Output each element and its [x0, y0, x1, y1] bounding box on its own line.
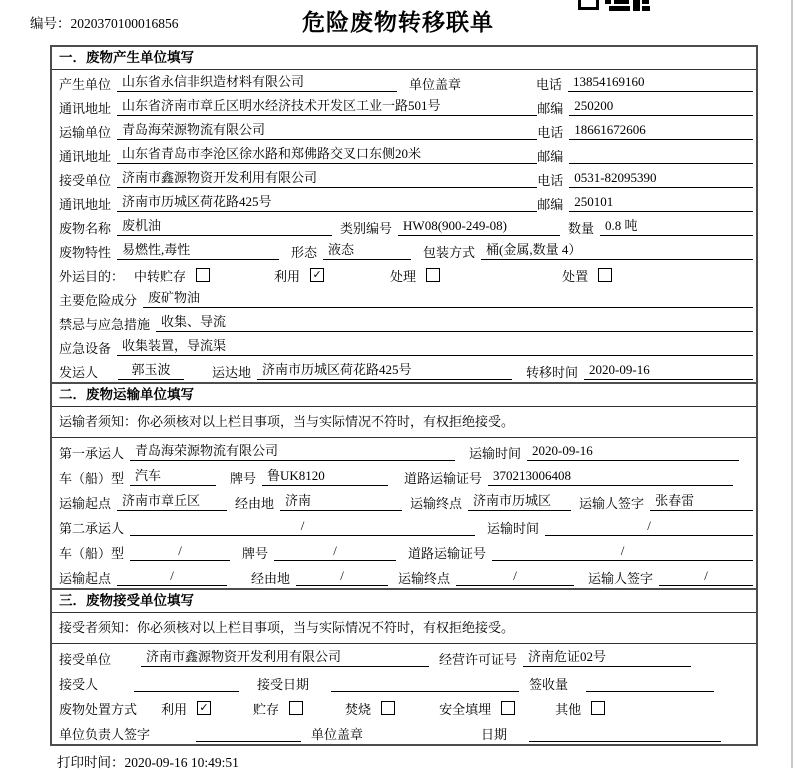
receiver-label: 接受单位 [59, 173, 112, 188]
qty-field[interactable]: 0.8 吨 [600, 216, 753, 236]
vehicle1-label: 车（船）型 [59, 471, 125, 486]
addr2-label: 通讯地址 [59, 149, 112, 164]
page-right-edge [791, 0, 793, 768]
transport-time2-label: 运输时间 [487, 521, 540, 536]
dest-field[interactable]: 济南市历城区荷花路425号 [257, 360, 512, 380]
responsible-sign-label: 单位负责人签字 [59, 727, 151, 742]
disposal-label: 废物处置方式 [59, 702, 138, 717]
plate2-field[interactable]: / [274, 541, 396, 561]
disposal-opt-label: 安全填埋 [439, 702, 492, 717]
row-producer [52, 70, 756, 94]
page-title: 危险废物转移联单 [302, 10, 494, 35]
print-time-value: 2020-09-16 10:49:51 [124, 755, 239, 770]
addr3-field[interactable]: 济南市历城区荷花路425号 [117, 192, 537, 212]
sign1-label: 运输人签字 [579, 496, 645, 511]
accept-person-label: 接受人 [59, 677, 99, 692]
zip2-label: 邮编 [537, 149, 564, 164]
date2-label: 日期 [481, 727, 508, 742]
row-responsible-sign [52, 719, 756, 744]
plate2-label: 牌号 [242, 546, 269, 561]
disposal-utilize-checkbox[interactable]: ✓ [197, 701, 211, 715]
packaging-field[interactable]: 桶(金属,数量 4） [481, 240, 753, 260]
print-time-label: 打印时间： [57, 755, 125, 770]
dest-label: 运达地 [212, 365, 252, 380]
purpose-label: 外运目的： [59, 269, 125, 284]
zip1-label: 邮编 [537, 101, 564, 116]
disposal-opt-label: 贮存 [253, 702, 280, 717]
start2-label: 运输起点 [59, 571, 112, 586]
hazard-field[interactable]: 废矿物油 [143, 288, 753, 308]
unit-seal2-label: 单位盖章 [311, 727, 364, 742]
addr2-field[interactable]: 山东省青岛市李沧区徐水路和郑佛路交叉口东侧20米 [117, 144, 537, 164]
waste-name-label: 废物名称 [59, 221, 112, 236]
via1-label: 经由地 [235, 496, 275, 511]
form-state-field[interactable]: 液态 [323, 240, 411, 260]
traits-field[interactable]: 易燃性,毒性 [117, 240, 279, 260]
transporter-label: 运输单位 [59, 125, 112, 140]
amount-label: 签收量 [529, 677, 569, 692]
via2-label: 经由地 [251, 571, 291, 586]
permit-label: 经营许可证号 [439, 652, 518, 667]
transfer-form [50, 45, 758, 746]
carrier1-field[interactable]: 青岛海荣源物流有限公司 [130, 441, 455, 461]
row-vehicle1 [52, 463, 756, 488]
phone2-label: 电话 [537, 125, 564, 140]
zip3-field[interactable]: 250101 [569, 192, 753, 212]
responsible-sign-field[interactable] [196, 723, 301, 742]
sign1-field[interactable]: 张春雷 [650, 491, 753, 511]
vehicle2-field[interactable]: / [130, 541, 230, 561]
carrier1-label: 第一承运人 [59, 446, 125, 461]
traits-label: 废物特性 [59, 245, 112, 260]
waste-name-field[interactable]: 废机油 [117, 216, 332, 236]
equip-field[interactable]: 收集装置，导流渠 [117, 336, 753, 356]
license1-label: 道路运输证号 [404, 471, 483, 486]
phone2-field[interactable]: 18661672606 [569, 120, 753, 140]
transfer-time-field[interactable]: 2020-09-16 [584, 360, 753, 380]
section2-notice: 运输者须知：你必须核对以上栏目事项，当与实际情况不符时，有权拒绝接受。 [52, 407, 756, 438]
category-field[interactable]: HW08(900-249-08) [398, 216, 560, 236]
accept-person-field[interactable] [134, 673, 239, 692]
row-purpose [52, 262, 756, 286]
section2-header: 二．废物运输单位填写 [52, 382, 756, 407]
equip-label: 应急设备 [59, 341, 112, 356]
accept-date-field[interactable] [331, 673, 519, 692]
producer-label: 产生单位 [59, 77, 112, 92]
row-accept-unit [52, 644, 756, 669]
purpose-dispose-checkbox[interactable] [598, 268, 612, 282]
end2-field[interactable]: / [456, 566, 574, 586]
section3-header: 三．废物接受单位填写 [52, 588, 756, 613]
row-disposal [52, 694, 756, 719]
sign2-label: 运输人签字 [588, 571, 654, 586]
zip2-field[interactable] [569, 145, 753, 164]
vehicle2-label: 车（船）型 [59, 546, 125, 561]
row-transporter-address [52, 142, 756, 166]
serial-label: 编号： [30, 16, 71, 31]
disposal-opt-label: 利用 [161, 702, 188, 717]
row-producer-address [52, 94, 756, 118]
transport-time2-field[interactable]: / [545, 516, 753, 536]
hazard-label: 主要危险成分 [59, 293, 138, 308]
qr-code-icon [578, 0, 650, 11]
accept-date-label: 接受日期 [257, 677, 310, 692]
serial-number: 2020370100016856 [70, 16, 179, 31]
disposal-opt-label: 焚烧 [345, 702, 372, 717]
row-waste-name [52, 214, 756, 238]
shipper-field[interactable]: 郭玉波 [118, 360, 184, 380]
disposal-store-checkbox[interactable] [289, 701, 303, 715]
row-carrier2 [52, 513, 756, 538]
section3-notice: 接受者须知：你必须核对以上栏目事项，当与实际情况不符时，有权拒绝接受。 [52, 613, 756, 644]
purpose-opt-label: 中转贮存 [134, 269, 187, 284]
disposal-other-checkbox[interactable] [591, 701, 605, 715]
disposal-opt-label: 其他 [555, 702, 582, 717]
row-equipment [52, 334, 756, 358]
row-route1 [52, 488, 756, 513]
form-state-label: 形态 [291, 245, 318, 260]
packaging-label: 包装方式 [423, 245, 476, 260]
permit-field[interactable]: 济南危证02号 [523, 647, 691, 667]
plate1-field[interactable]: 鲁UK8120 [262, 466, 388, 486]
amount-field[interactable] [586, 673, 714, 692]
start2-field[interactable]: / [117, 566, 227, 586]
plate1-label: 牌号 [230, 471, 257, 486]
purpose-opt-label: 处理 [390, 269, 417, 284]
vehicle1-field[interactable]: 汽车 [130, 466, 216, 486]
start1-field[interactable]: 济南市章丘区 [117, 491, 227, 511]
category-label: 类别编号 [340, 221, 393, 236]
accept-unit-label: 接受单位 [59, 652, 112, 667]
phone3-label: 电话 [537, 173, 564, 188]
purpose-transfer-checkbox[interactable] [196, 268, 210, 282]
row-transporter [52, 118, 756, 142]
transfer-time-label: 转移时间 [526, 365, 579, 380]
phone1-label: 电话 [535, 77, 562, 92]
addr1-field[interactable]: 山东省济南市章丘区明水经济技术开发区工业一路501号 [117, 96, 537, 116]
purpose-opt-label: 利用 [274, 269, 301, 284]
section1-header: 一．废物产生单位填写 [52, 47, 756, 70]
disposal-incinerate-checkbox[interactable] [381, 701, 395, 715]
qty-label: 数量 [568, 221, 595, 236]
producer-field[interactable]: 山东省永信非织造材料有限公司 [117, 72, 397, 92]
row-shipper [52, 358, 756, 382]
end2-label: 运输终点 [398, 571, 451, 586]
row-carrier1 [52, 438, 756, 463]
row-hazard [52, 286, 756, 310]
purpose-utilize-checkbox[interactable]: ✓ [310, 268, 324, 282]
license2-field[interactable]: / [492, 541, 753, 561]
end1-field[interactable]: 济南市历城区 [468, 491, 571, 511]
end1-label: 运输终点 [410, 496, 463, 511]
license1-field[interactable]: 370213006408 [488, 466, 733, 486]
row-taboo [52, 310, 756, 334]
addr3-label: 通讯地址 [59, 197, 112, 212]
taboo-label: 禁忌与应急措施 [59, 317, 151, 332]
row-receiver [52, 166, 756, 190]
zip3-label: 邮编 [537, 197, 564, 212]
start1-label: 运输起点 [59, 496, 112, 511]
transport-time1-label: 运输时间 [469, 446, 522, 461]
carrier2-label: 第二承运人 [59, 521, 125, 536]
row-vehicle2 [52, 538, 756, 563]
transporter-field[interactable]: 青岛海荣源物流有限公司 [117, 120, 537, 140]
phone3-field[interactable]: 0531-82095390 [569, 168, 753, 188]
phone1-field[interactable]: 13854169160 [568, 72, 753, 92]
date2-field[interactable] [529, 723, 721, 742]
carrier2-field[interactable]: / [130, 516, 475, 536]
row-receiver-address [52, 190, 756, 214]
print-time [57, 751, 239, 771]
sign2-field[interactable]: / [659, 566, 753, 586]
shipper-label: 发运人 [59, 365, 99, 380]
receiver-field[interactable]: 济南市鑫源物资开发利用有限公司 [117, 168, 537, 188]
purpose-treat-checkbox[interactable] [426, 268, 440, 282]
disposal-landfill-checkbox[interactable] [501, 701, 515, 715]
zip1-field[interactable]: 250200 [569, 96, 753, 116]
purpose-opt-label: 处置 [562, 269, 589, 284]
row-accept-person [52, 669, 756, 694]
row-route2 [52, 563, 756, 588]
transport-time1-field[interactable]: 2020-09-16 [527, 441, 739, 461]
addr1-label: 通讯地址 [59, 101, 112, 116]
via2-field[interactable]: / [296, 566, 388, 586]
via1-field[interactable]: 济南 [280, 491, 402, 511]
taboo-field[interactable]: 收集、导流 [156, 312, 753, 332]
unit-seal-label: 单位盖章 [409, 77, 462, 92]
row-waste-traits [52, 238, 756, 262]
accept-unit-field[interactable]: 济南市鑫源物资开发利用有限公司 [141, 647, 429, 667]
license2-label: 道路运输证号 [408, 546, 487, 561]
